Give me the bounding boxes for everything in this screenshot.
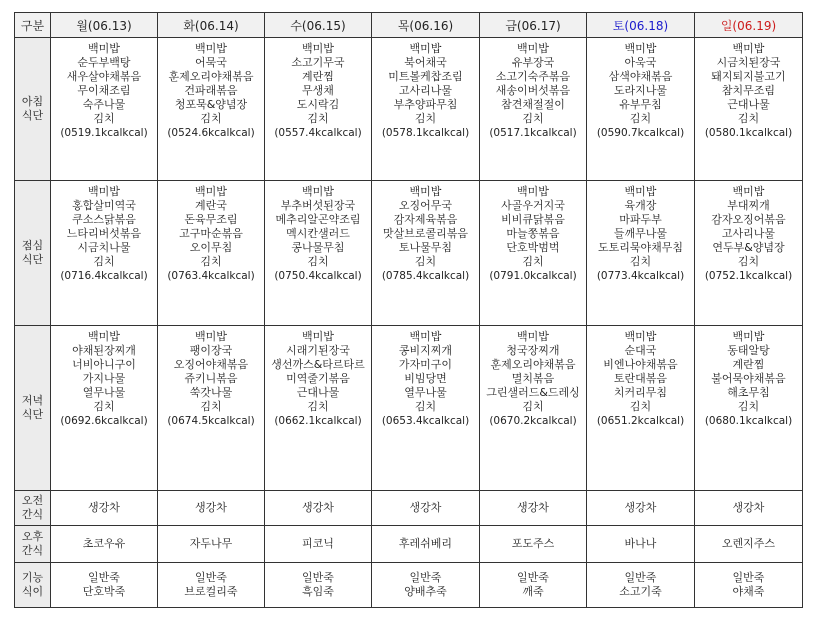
menu-item: 백미밥 xyxy=(517,185,549,198)
menu-item: 김치 xyxy=(737,255,760,268)
calorie-text: (0773.4kcalkcal) xyxy=(596,270,685,282)
menu-item: 너비아니구이 xyxy=(72,358,136,371)
menu-item: 어묵국 xyxy=(195,56,227,69)
menu-item: 시금치나물 xyxy=(77,241,131,254)
calorie-text: (0763.4kcalkcal) xyxy=(167,270,255,282)
header-mon: 월(06.13) xyxy=(51,13,158,38)
calorie-text: (0674.5kcalkcal) xyxy=(167,415,255,427)
menu-item: 깨죽 xyxy=(522,585,544,598)
menu-item: 가자미구이 xyxy=(398,358,453,371)
menu-item: 메추리알곤약조림 xyxy=(275,213,361,226)
menu-item: 백미밥 xyxy=(195,330,227,343)
menu-item: 콩나물무침 xyxy=(291,241,345,254)
menu-item: 일반죽 xyxy=(517,571,549,584)
menu-item: 맛살브로콜리볶음 xyxy=(382,227,468,240)
menu-item: 홍합살미역국 xyxy=(72,199,136,212)
row-label-line: 식이 xyxy=(21,585,44,598)
menu-item: 김치 xyxy=(629,255,652,268)
menu-item: 시금치된장국 xyxy=(716,56,781,69)
menu-item: 계란찜 xyxy=(302,70,334,83)
header-tue: 화(06.14) xyxy=(158,13,265,38)
menu-item: 돼지퇴지불고기 xyxy=(711,70,786,83)
menu-item: 김치 xyxy=(93,255,115,268)
menu-item: 감자오징어볶음 xyxy=(711,213,786,226)
menu-item: 일반죽 xyxy=(195,571,227,584)
calorie-text: (0653.4kcalkcal) xyxy=(381,415,470,427)
menu-item: 일반죽 xyxy=(732,571,765,584)
menu-item: 생강차 xyxy=(195,501,227,514)
menu-item: 백미밥 xyxy=(88,185,120,198)
menu-item: 훈제오리야채볶음 xyxy=(490,358,576,371)
menu-item: 김치 xyxy=(200,255,222,268)
calorie-text: (0590.7kcalkcal) xyxy=(596,127,685,139)
row-label-line: 오전 xyxy=(21,494,44,507)
menu-cell-thu xyxy=(372,38,480,181)
calorie-text: (0752.1kcalkcal) xyxy=(704,270,793,282)
menu-item: 일반죽 xyxy=(409,571,442,584)
menu-item: 김치 xyxy=(522,112,544,125)
menu-item: 북어채국 xyxy=(404,56,447,69)
menu-cell-thu xyxy=(372,526,480,563)
row-label-line: 기능 xyxy=(21,571,44,584)
header-sun: 일(06.19) xyxy=(695,13,803,38)
menu-item: 김치 xyxy=(307,255,329,268)
menu-item: 단호박범벅 xyxy=(506,241,560,254)
menu-item: 유부무침 xyxy=(619,98,662,111)
row-label-line: 점심 xyxy=(21,239,44,252)
menu-item: 콩비지찌개 xyxy=(398,344,453,357)
menu-cell-fri xyxy=(480,563,587,608)
menu-item: 동태알탕 xyxy=(727,344,770,357)
menu-cell-tue xyxy=(158,326,265,491)
menu-cell-mon xyxy=(51,526,158,563)
menu-item: 삼색야채볶음 xyxy=(608,70,673,83)
menu-cell-thu xyxy=(372,491,480,526)
menu-item: 가지나물 xyxy=(82,372,126,385)
menu-item: 김치 xyxy=(522,400,544,413)
lunch-row xyxy=(15,181,803,326)
menu-item: 소고기숙주볶음 xyxy=(495,70,571,83)
menu-cell-fri xyxy=(480,181,587,326)
menu-item: 그린샐러드&드레싱 xyxy=(486,386,580,399)
menu-item: 미트볼케찹조림 xyxy=(388,70,463,83)
functional-diet-row xyxy=(15,563,803,608)
menu-item: 건파래볶음 xyxy=(184,84,238,97)
menu-item: 생선까스&타르타르 xyxy=(271,358,365,371)
menu-item: 열무나물 xyxy=(82,386,126,399)
menu-table-container xyxy=(14,12,802,608)
menu-cell-tue xyxy=(158,38,265,181)
menu-item: 근대나물 xyxy=(296,386,340,399)
menu-item: 백미밥 xyxy=(409,185,442,198)
menu-item: 부추양파무침 xyxy=(393,98,458,111)
menu-item: 백미밥 xyxy=(409,42,442,55)
row-label xyxy=(15,181,51,326)
menu-item: 단호박죽 xyxy=(82,585,126,598)
calorie-text: (0517.1kcalkcal) xyxy=(489,127,577,139)
menu-item: 김치 xyxy=(629,112,652,125)
menu-item: 도토리묵야채무침 xyxy=(597,241,683,254)
menu-item: 생강차 xyxy=(624,501,657,514)
menu-item: 마파두부 xyxy=(619,213,662,226)
menu-cell-wed xyxy=(265,326,372,491)
menu-item: 오징어무국 xyxy=(398,199,453,212)
menu-item: 들깨무나물 xyxy=(613,227,668,240)
menu-item: 흑임죽 xyxy=(302,585,334,598)
menu-cell-fri xyxy=(480,38,587,181)
menu-item: 생강차 xyxy=(409,501,442,514)
calorie-text: (0519.1kcalkcal) xyxy=(60,127,148,139)
menu-item: 김치 xyxy=(414,400,437,413)
menu-item: 김치 xyxy=(307,400,329,413)
row-label xyxy=(15,526,51,563)
calorie-text: (0662.1kcalkcal) xyxy=(274,415,362,427)
menu-cell-tue xyxy=(158,491,265,526)
menu-item: 김치 xyxy=(737,400,760,413)
row-label-line: 저녁 xyxy=(21,394,44,407)
menu-item: 백미밥 xyxy=(195,42,227,55)
menu-item: 김치 xyxy=(93,112,115,125)
menu-item: 초코우유 xyxy=(82,537,126,550)
calorie-text: (0670.2kcalkcal) xyxy=(489,415,577,427)
menu-item: 멕시칸샐러드 xyxy=(286,227,350,240)
menu-item: 부추버섯된장국 xyxy=(280,199,356,212)
menu-item: 오이무침 xyxy=(189,241,233,254)
menu-cell-sun xyxy=(695,563,803,608)
menu-item: 백미밥 xyxy=(517,42,549,55)
menu-item: 청국장찌개 xyxy=(506,344,560,357)
menu-cell-sun xyxy=(695,181,803,326)
menu-cell-fri xyxy=(480,526,587,563)
menu-item: 백미밥 xyxy=(302,42,334,55)
menu-item: 훈제오리야채볶음 xyxy=(168,70,254,83)
menu-item: 백미밥 xyxy=(624,330,657,343)
menu-cell-sun xyxy=(695,491,803,526)
menu-cell-sun xyxy=(695,526,803,563)
afternoon-snack-row xyxy=(15,526,803,563)
menu-item: 감자제육볶음 xyxy=(393,213,458,226)
menu-item: 아욱국 xyxy=(624,56,657,69)
menu-item: 육개장 xyxy=(624,199,657,212)
menu-item: 백미밥 xyxy=(302,330,334,343)
menu-cell-fri xyxy=(480,326,587,491)
menu-item: 토란대볶음 xyxy=(613,372,668,385)
menu-item: 새우살야채볶음 xyxy=(66,70,142,83)
menu-cell-sat xyxy=(587,526,695,563)
calorie-text: (0651.2kcalkcal) xyxy=(596,415,685,427)
calorie-text: (0578.1kcalkcal) xyxy=(381,127,470,139)
row-label-line: 식단 xyxy=(21,408,44,421)
menu-item: 마늘쫑볶음 xyxy=(506,227,560,240)
menu-item: 참치무조림 xyxy=(721,84,776,97)
menu-item: 사골우거지국 xyxy=(501,199,565,212)
menu-item: 계란국 xyxy=(195,199,227,212)
menu-cell-sat xyxy=(587,491,695,526)
menu-item: 쑥갓나물 xyxy=(189,386,233,399)
menu-item: 소고기죽 xyxy=(619,585,662,598)
menu-item: 김치 xyxy=(414,112,437,125)
menu-item: 연두부&양념장 xyxy=(712,241,785,254)
row-label xyxy=(15,326,51,491)
menu-item: 포도주스 xyxy=(511,537,555,550)
menu-item: 느타리버섯볶음 xyxy=(66,227,142,240)
menu-cell-fri xyxy=(480,491,587,526)
menu-item: 소고기무국 xyxy=(291,56,345,69)
menu-item: 김치 xyxy=(414,255,437,268)
menu-item: 야채된장찌개 xyxy=(72,344,136,357)
morning-snack-row xyxy=(15,491,803,526)
breakfast-row xyxy=(15,38,803,181)
menu-item: 백미밥 xyxy=(88,42,120,55)
row-label xyxy=(15,38,51,181)
menu-item: 생강차 xyxy=(517,501,549,514)
menu-item: 김치 xyxy=(629,400,652,413)
dinner-row xyxy=(15,326,803,491)
menu-item: 백미밥 xyxy=(732,330,765,343)
menu-cell-sat xyxy=(587,181,695,326)
menu-item: 김치 xyxy=(200,112,222,125)
menu-item: 일반죽 xyxy=(624,571,657,584)
menu-cell-tue xyxy=(158,563,265,608)
menu-cell-sat xyxy=(587,326,695,491)
menu-item: 참견채절절이 xyxy=(501,98,565,111)
calorie-text: (0692.6kcalkcal) xyxy=(60,415,148,427)
menu-item: 오징어야채볶음 xyxy=(173,358,249,371)
calorie-text: (0524.6kcalkcal) xyxy=(167,127,255,139)
menu-item: 무생채 xyxy=(302,84,334,97)
menu-item: 시래기된장국 xyxy=(286,344,350,357)
weekly-meal-table xyxy=(14,12,803,608)
menu-item: 바나나 xyxy=(624,537,657,550)
menu-cell-thu xyxy=(372,563,480,608)
menu-item: 백미밥 xyxy=(732,185,765,198)
menu-item: 토나물무침 xyxy=(398,241,453,254)
menu-item: 불어묵야채볶음 xyxy=(711,372,786,385)
menu-cell-tue xyxy=(158,181,265,326)
menu-cell-thu xyxy=(372,181,480,326)
menu-item: 숙주나물 xyxy=(82,98,126,111)
row-label-line: 간식 xyxy=(21,544,44,557)
menu-item: 생강차 xyxy=(88,501,120,514)
menu-item: 팽이장국 xyxy=(189,344,233,357)
menu-item: 순두부백탕 xyxy=(77,56,131,69)
menu-item: 멸치볶음 xyxy=(511,372,555,385)
menu-item: 해초무침 xyxy=(727,386,770,399)
row-label xyxy=(15,491,51,526)
row-label-line: 간식 xyxy=(21,508,44,521)
menu-item: 미역줄기볶음 xyxy=(286,372,350,385)
menu-item: 백미밥 xyxy=(88,330,120,343)
menu-cell-wed xyxy=(265,563,372,608)
menu-item: 청포묵&양념장 xyxy=(174,98,248,111)
menu-item: 양배추죽 xyxy=(404,585,447,598)
calorie-text: (0680.1kcalkcal) xyxy=(704,415,793,427)
menu-item: 백미밥 xyxy=(302,185,334,198)
menu-item: 유부장국 xyxy=(511,56,555,69)
menu-item: 김치 xyxy=(200,400,222,413)
menu-cell-mon xyxy=(51,491,158,526)
header-category: 구분 xyxy=(15,13,51,38)
menu-cell-mon xyxy=(51,563,158,608)
menu-item: 돈육무조림 xyxy=(184,213,238,226)
menu-item: 생강차 xyxy=(732,501,765,514)
menu-item: 자두나무 xyxy=(189,537,233,550)
menu-item: 생강차 xyxy=(302,501,334,514)
menu-item: 후레쉬베리 xyxy=(398,537,453,550)
menu-item: 비엔나야채볶음 xyxy=(603,358,678,371)
header-wed: 수(06.15) xyxy=(265,13,372,38)
menu-item: 순대국 xyxy=(624,344,657,357)
calorie-text: (0791.0kcalkcal) xyxy=(489,270,577,282)
menu-item: 백미밥 xyxy=(409,330,442,343)
row-label-line: 아침 xyxy=(21,95,44,108)
menu-item: 오렌지주스 xyxy=(721,537,776,550)
menu-item: 쥬키니볶음 xyxy=(184,372,238,385)
menu-item: 야채죽 xyxy=(732,585,765,598)
menu-item: 고사리나물 xyxy=(398,84,453,97)
calorie-text: (0716.4kcalkcal) xyxy=(60,270,148,282)
menu-item: 백미밥 xyxy=(624,185,657,198)
menu-cell-sat xyxy=(587,38,695,181)
calorie-text: (0557.4kcalkcal) xyxy=(274,127,362,139)
menu-item: 도라지나물 xyxy=(613,84,668,97)
menu-item: 고구마순볶음 xyxy=(179,227,243,240)
menu-item: 비비큐닭볶음 xyxy=(501,213,565,226)
menu-cell-wed xyxy=(265,491,372,526)
calorie-text: (0750.4kcalkcal) xyxy=(274,270,362,282)
menu-cell-wed xyxy=(265,181,372,326)
menu-item: 김치 xyxy=(522,255,544,268)
menu-item: 브로컬리죽 xyxy=(184,585,238,598)
header-fri: 금(06.17) xyxy=(480,13,587,38)
menu-item: 쿠소스닭볶음 xyxy=(72,213,136,226)
menu-item: 고사리나물 xyxy=(721,227,776,240)
row-label-line: 식단 xyxy=(21,109,44,122)
calorie-text: (0580.1kcalkcal) xyxy=(704,127,793,139)
menu-item: 부대찌개 xyxy=(727,199,770,212)
menu-item: 김치 xyxy=(737,112,760,125)
menu-item: 도시락김 xyxy=(296,98,340,111)
menu-cell-wed xyxy=(265,38,372,181)
menu-cell-sat xyxy=(587,563,695,608)
menu-item: 피코닉 xyxy=(302,537,334,550)
header-sat: 토(06.18) xyxy=(587,13,695,38)
menu-item: 치커리무침 xyxy=(613,386,668,399)
menu-cell-wed xyxy=(265,526,372,563)
menu-cell-mon xyxy=(51,38,158,181)
menu-cell-tue xyxy=(158,526,265,563)
menu-item: 백미밥 xyxy=(624,42,657,55)
row-label xyxy=(15,563,51,608)
menu-item: 일반죽 xyxy=(88,571,120,584)
menu-item: 백미밥 xyxy=(517,330,549,343)
header-thu: 목(06.16) xyxy=(372,13,480,38)
menu-cell-thu xyxy=(372,326,480,491)
row-label-line: 식단 xyxy=(21,253,44,266)
menu-item: 새송이버섯볶음 xyxy=(495,84,571,97)
menu-item: 근대나물 xyxy=(727,98,770,111)
menu-item: 무이채조림 xyxy=(77,84,131,97)
menu-item: 일반죽 xyxy=(302,571,334,584)
menu-item: 백미밥 xyxy=(732,42,765,55)
row-label-line: 오후 xyxy=(21,530,44,543)
menu-item: 비빔당면 xyxy=(404,372,447,385)
calorie-text: (0785.4kcalkcal) xyxy=(381,270,470,282)
menu-item: 김치 xyxy=(93,400,115,413)
menu-cell-sun xyxy=(695,38,803,181)
menu-cell-mon xyxy=(51,181,158,326)
menu-item: 백미밥 xyxy=(195,185,227,198)
header-row xyxy=(15,13,803,38)
menu-cell-sun xyxy=(695,326,803,491)
menu-item: 김치 xyxy=(307,112,329,125)
menu-cell-mon xyxy=(51,326,158,491)
menu-item: 열무나물 xyxy=(404,386,447,399)
menu-item: 계란찜 xyxy=(732,358,765,371)
